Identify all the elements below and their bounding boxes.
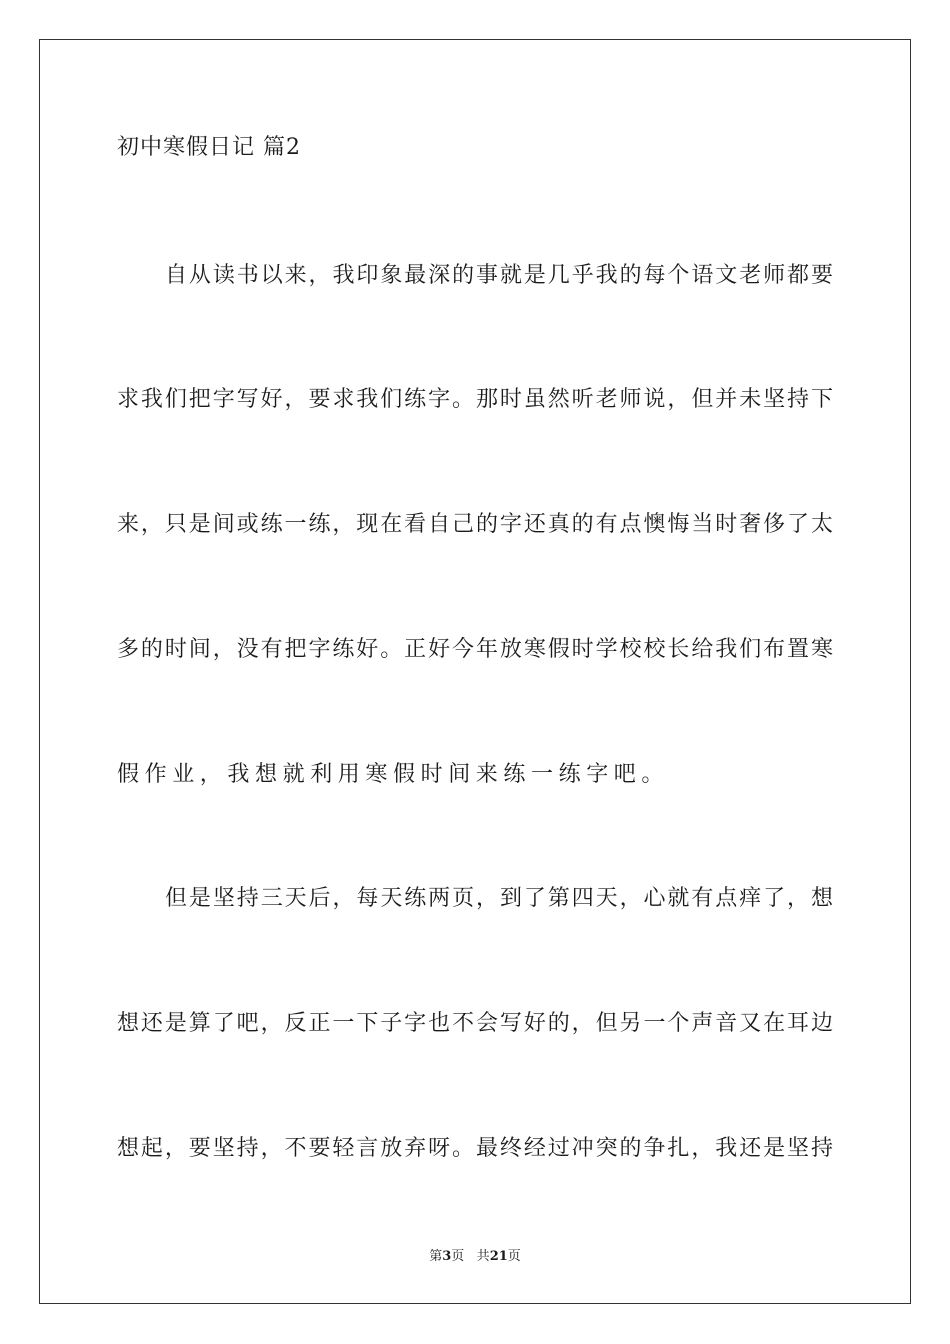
footer-page-prefix: 第 [429,1249,443,1264]
document-title: 初中寒假日记 篇2 [117,135,301,160]
paragraph-2-line-1: 但是坚持三天后，每天练两页，到了第四天，心就有点痒了，想 [165,886,833,911]
paragraph-2-line-2: 想还是算了吧，反正一下子字也不会写好的，但另一个声音又在耳边 [117,1011,833,1036]
footer-total-suffix: 页 [507,1249,521,1264]
footer-page-suffix: 页 [451,1249,465,1264]
footer-total-prefix: 共 [476,1249,490,1264]
paragraph-2-line-3: 想起，要坚持，不要轻言放弃呀。最终经过冲突的争扎，我还是坚持 [117,1136,833,1161]
paragraph-1-line-3: 来，只是间或练一练，现在看自己的字还真的有点懊悔当时奢侈了太 [117,512,833,537]
page-footer [0,1248,950,1266]
footer-page-number: 3 [442,1249,452,1264]
footer-total-pages: 21 [489,1249,508,1264]
paragraph-1-line-2: 求我们把字写好，要求我们练字。那时虽然听老师说，但并未坚持下 [117,387,833,412]
page-border [39,39,911,1304]
paragraph-1-line-5: 假作业，我想就利用寒假时间来练一练字吧。 [117,762,670,787]
paragraph-1-line-4: 多的时间，没有把字练好。正好今年放寒假时学校校长给我们布置寒 [117,637,833,662]
paragraph-1-line-1: 自从读书以来，我印象最深的事就是几乎我的每个语文老师都要 [165,263,833,288]
